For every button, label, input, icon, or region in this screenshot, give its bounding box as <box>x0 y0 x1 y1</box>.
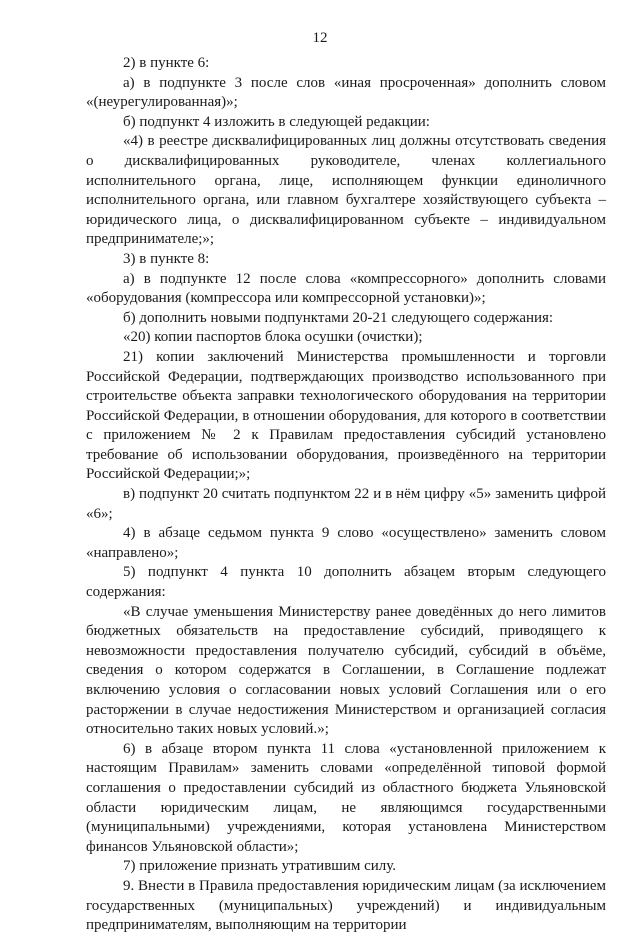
paragraph-quote-4: «4) в реестре дисквалифицированных лиц должны отсутствовать сведения о дисквалифицированных руководителе, членах коллегиального исполнительного органа, лице, исполняющем функции единоличного исполнительного органа, или главном бухгалтере хозяйствующего субъекта – юридического лица, о дисквалифицированном субъекте – индивидуальном предпринимателе;»; <box>86 133 606 248</box>
paragraph-item-5: 5) подпункт 4 пункта 10 дополнить абзацем вторым следующего содержания: <box>86 564 606 601</box>
paragraph-quote-20: «20) копии паспортов блока осушки (очистки); <box>123 329 423 346</box>
paragraph-subitem-a: а) в подпункте 12 после слова «компрессорного» дополнить словами «оборудования (компрессора или компрессорной установки)»; <box>86 270 606 307</box>
paragraph-item-6: 6) в абзаце втором пункта 11 слова «установленной приложением к настоящим Правилам» заменить словами «определённой типовой формой соглашения о предоставлении субсидий из областного бюджета Ульяновской области юридическим лицам, не являющимся государственными (муниципальными) учреждениями, которая установлена Министерством финансов Ульяновской области»; <box>86 740 606 855</box>
page-number: 12 <box>312 30 328 46</box>
paragraph-subitem-v: в) подпункт 20 считать подпунктом 22 и в нём цифру «5» заменить цифрой «6»; <box>86 486 606 522</box>
paragraph-subitem-b: б) подпункт 4 изложить в следующей редакции: <box>123 113 430 130</box>
paragraph-quote-21: 21) копии заключений Министерства промышленности и торговли Российской Федерации, подтверждающих производство использованного при строительстве объекта заправки технологического оборудования на территории Российской Федерации, в отношении оборудования, для которого в соответствии с приложением № 2 к Правилам предоставления субсидий установлено требование об использовании оборудования, произведённого на территории Российской Федерации;»; <box>86 348 606 483</box>
paragraph-quote-reduction: «В случае уменьшения Министерству ранее доведённых до него лимитов бюджетных обязательств на предоставление субсидий, приводящего к невозможности предоставления получателю субсидий, субсидий в объёме, сведения о котором содержатся в Соглашении, в Соглашение подлежат включению условия о согласовании новых условий Соглашения или о его расторжении в случае недостижения Министерством и организацией согласия относительно таких новых условий.»; <box>86 603 606 738</box>
paragraph-subitem-a: а) в подпункте 3 после слов «иная просроченная» дополнить словом «(неурегулированная)»; <box>86 74 606 111</box>
paragraph-item-4: 4) в абзаце седьмом пункта 9 слово «осуществлено» заменить словом «направлено»; <box>86 525 606 561</box>
paragraph-item-9: 9. Внести в Правила предоставления юридическим лицам (за исключением государственных (муниципальных) учреждений) и индивидуальным предпринимателям, выполняющим на территории <box>86 877 606 934</box>
paragraph-item-7: 7) приложение признать утратившим силу. <box>123 858 397 875</box>
paragraph-subitem-b: б) дополнить новыми подпунктами 20-21 следующего содержания: <box>123 309 554 326</box>
paragraph-item-2: 2) в пункте 6: <box>123 55 210 71</box>
document-body <box>86 54 606 936</box>
paragraph-item-3: 3) в пункте 8: <box>123 250 210 267</box>
